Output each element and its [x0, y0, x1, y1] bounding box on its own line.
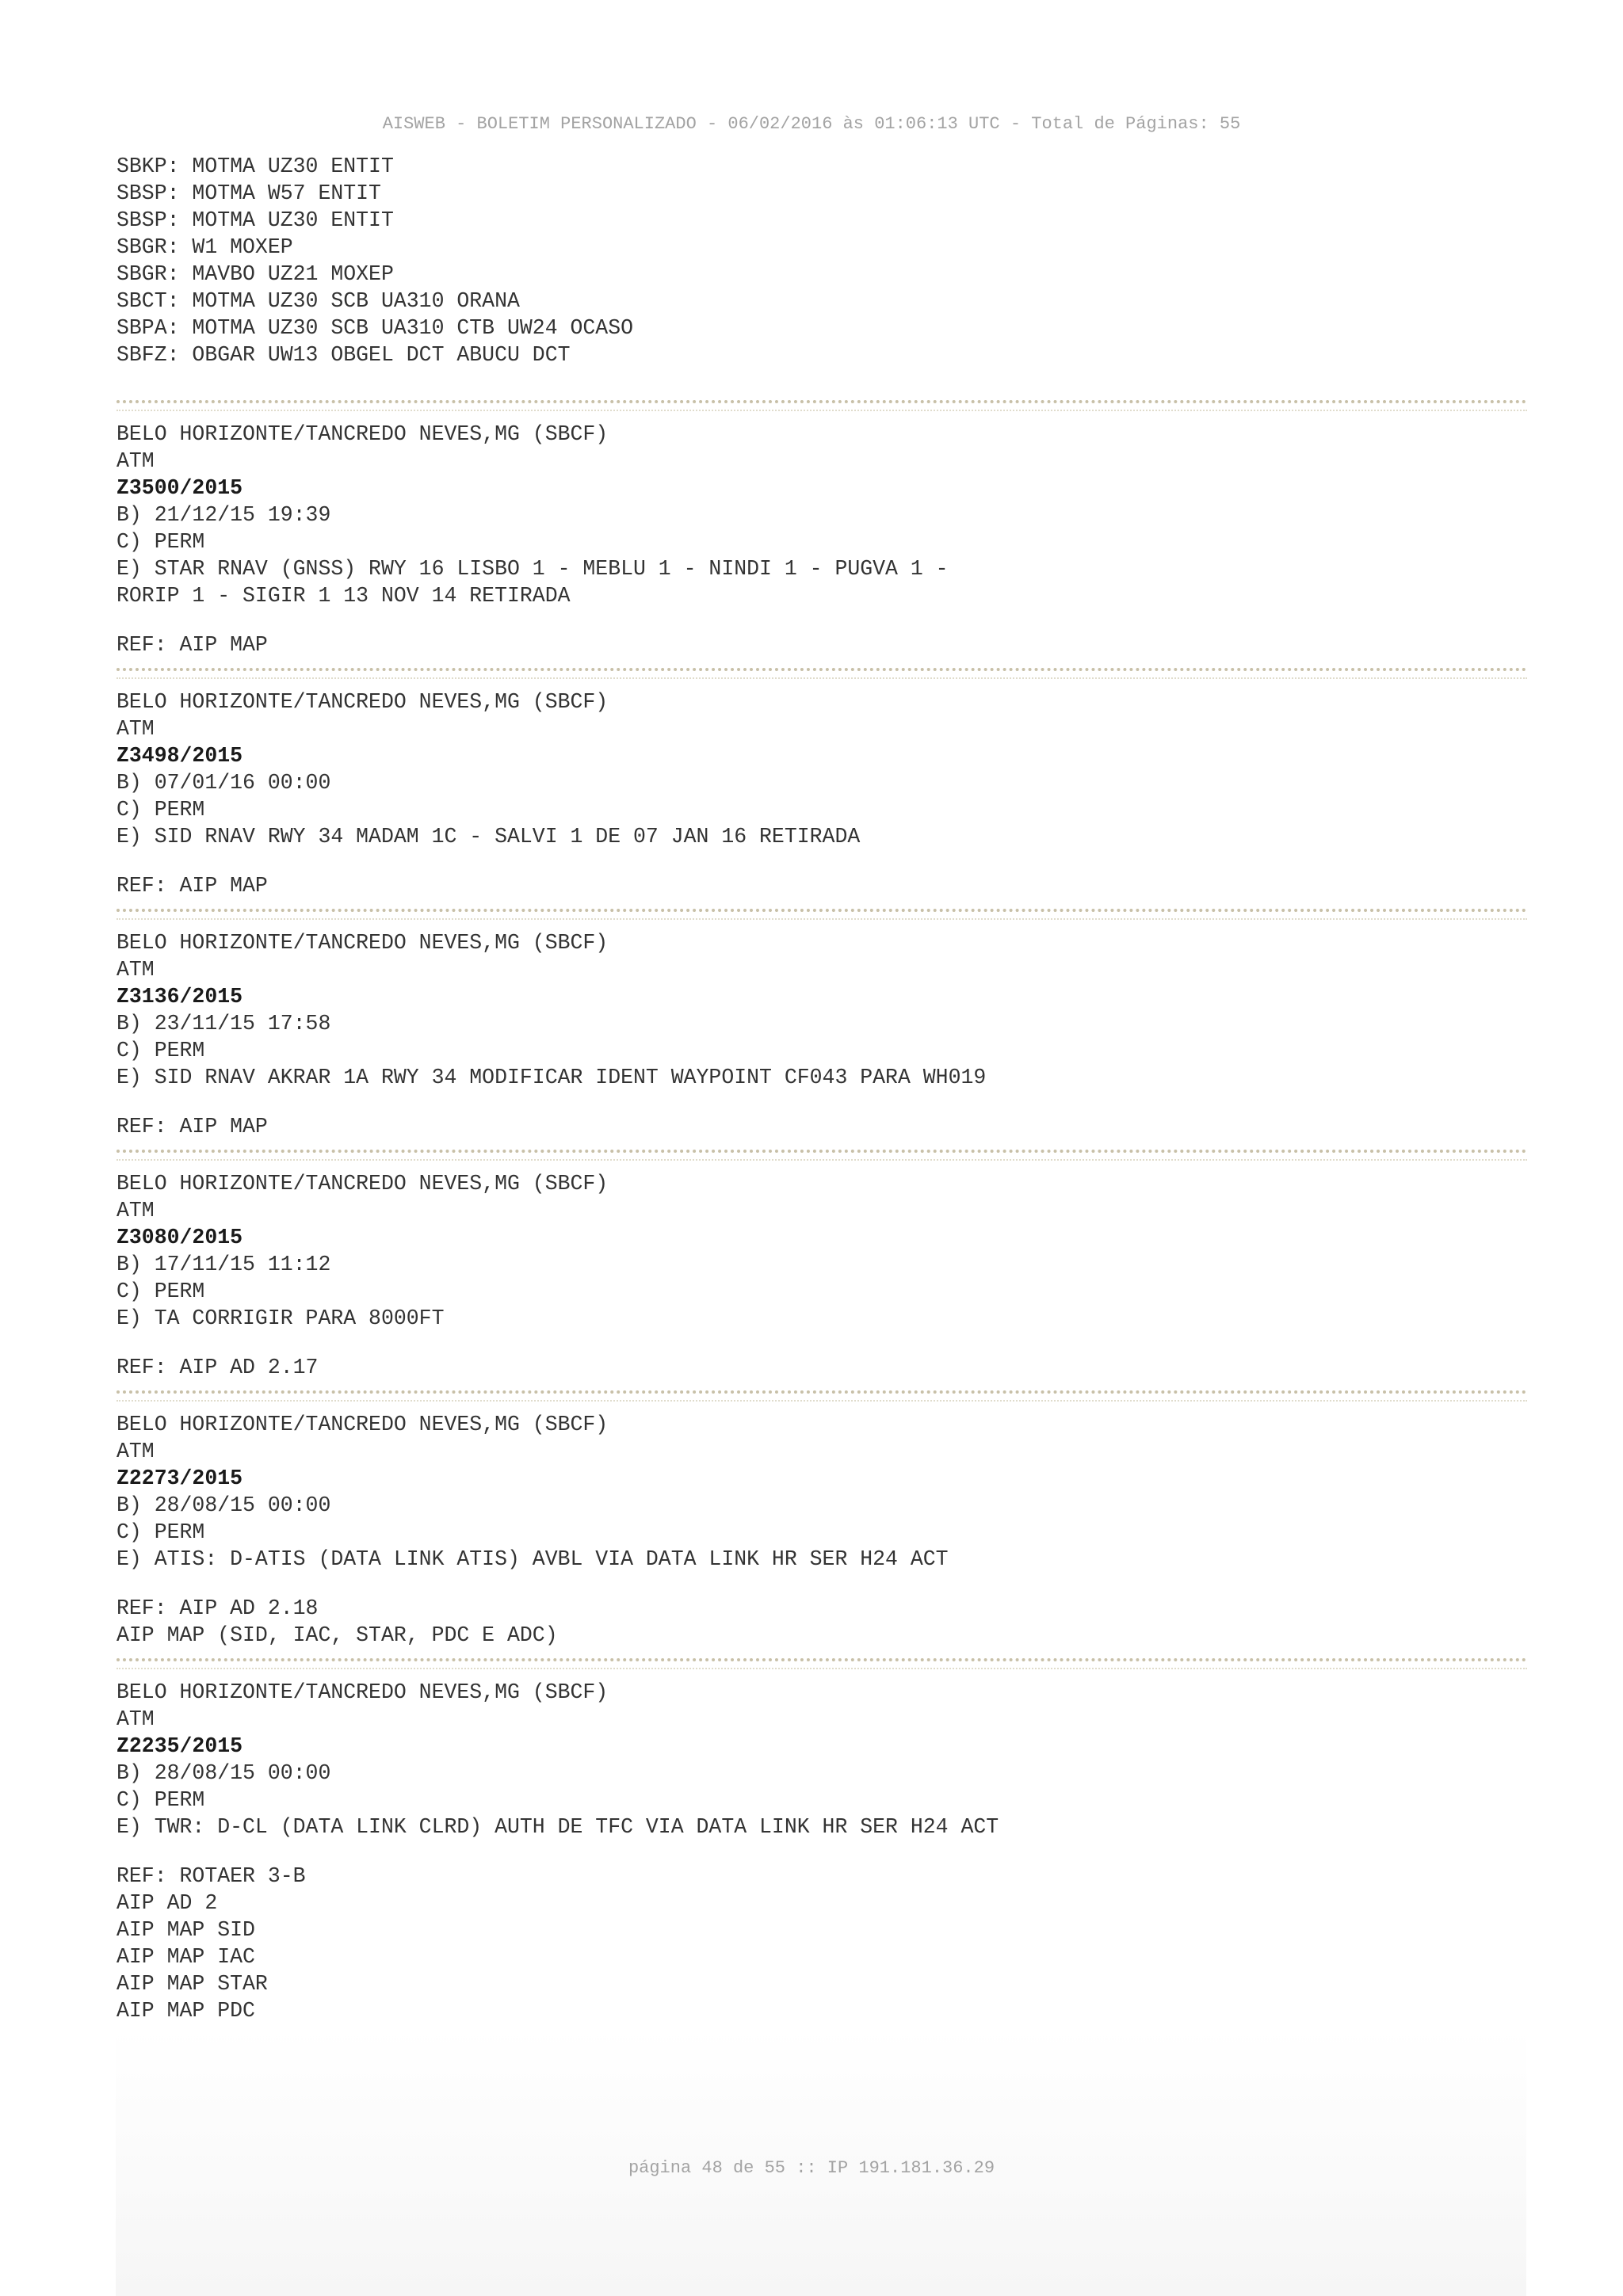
notam-category: ATM [116, 958, 155, 982]
notam-location: BELO HORIZONTE/TANCREDO NEVES,MG (SBCF) [116, 690, 609, 714]
route-line: SBFZ: OBGAR UW13 OBGEL DCT ABUCU DCT [116, 343, 571, 367]
notam-reference: REF: AIP MAP [116, 874, 268, 898]
notam-id: Z2235/2015 [116, 1734, 243, 1758]
notam-entry [116, 1170, 1527, 1381]
notam-reference: REF: AIP MAP [116, 1115, 268, 1138]
route-list [116, 153, 1527, 368]
spacer [116, 1091, 1527, 1113]
notam-id: Z3500/2015 [116, 476, 243, 500]
notam-text: E) STAR RNAV (GNSS) RWY 16 LISBO 1 - MEBLU 1 - NINDI 1 - PUGVA 1 - [116, 557, 949, 581]
notam-end: C) PERM [116, 1280, 205, 1303]
notam-reference: AIP MAP IAC [116, 1945, 255, 1969]
notam-start: B) 23/11/15 17:58 [116, 1012, 331, 1035]
notam-entry [116, 1411, 1527, 1649]
notam-reference: REF: ROTAER 3-B [116, 1864, 306, 1888]
notam-reference: REF: AIP AD 2.18 [116, 1596, 319, 1620]
notam-category: ATM [116, 717, 155, 741]
bulletin-content [116, 153, 1527, 2024]
notam-reference: AIP MAP (SID, IAC, STAR, PDC E ADC) [116, 1623, 558, 1647]
notam-text: E) TA CORRIGIR PARA 8000FT [116, 1306, 445, 1330]
notam-end: C) PERM [116, 1039, 205, 1062]
notam-text: RORIP 1 - SIGIR 1 13 NOV 14 RETIRADA [116, 584, 571, 608]
separator-line [116, 1390, 1527, 1402]
notam-end: C) PERM [116, 1788, 205, 1812]
notam-end: C) PERM [116, 530, 205, 554]
notam-entry [116, 1679, 1527, 2024]
notam-id: Z3136/2015 [116, 985, 243, 1009]
notam-category: ATM [116, 1199, 155, 1222]
notam-start: B) 17/11/15 11:12 [116, 1253, 331, 1276]
route-line: SBSP: MOTMA UZ30 ENTIT [116, 208, 394, 232]
spacer [116, 1573, 1527, 1595]
notam-text: E) ATIS: D-ATIS (DATA LINK ATIS) AVBL VIA DATA LINK HR SER H24 ACT [116, 1547, 949, 1571]
spacer [116, 1840, 1527, 1863]
route-line: SBPA: MOTMA UZ30 SCB UA310 CTB UW24 OCASO [116, 316, 634, 340]
notam-reference: AIP MAP STAR [116, 1972, 268, 1996]
notam-list [116, 400, 1527, 2024]
notam-location: BELO HORIZONTE/TANCREDO NEVES,MG (SBCF) [116, 1413, 609, 1436]
separator-line [116, 400, 1527, 411]
notam-location: BELO HORIZONTE/TANCREDO NEVES,MG (SBCF) [116, 931, 609, 955]
notam-text: E) SID RNAV AKRAR 1A RWY 34 MODIFICAR IDENT WAYPOINT CF043 PARA WH019 [116, 1066, 987, 1089]
notam-id: Z3498/2015 [116, 744, 243, 768]
notam-category: ATM [116, 449, 155, 473]
notam-start: B) 28/08/15 00:00 [116, 1761, 331, 1785]
notam-id: Z2273/2015 [116, 1466, 243, 1490]
notam-reference: AIP MAP SID [116, 1918, 255, 1942]
route-line: SBKP: MOTMA UZ30 ENTIT [116, 154, 394, 178]
notam-entry [116, 421, 1527, 658]
notam-start: B) 07/01/16 00:00 [116, 771, 331, 795]
notam-text: E) TWR: D-CL (DATA LINK CLRD) AUTH DE TFC VIA DATA LINK HR SER H24 ACT [116, 1815, 999, 1839]
notam-reference: AIP MAP PDC [116, 1999, 255, 2023]
route-line: SBCT: MOTMA UZ30 SCB UA310 ORANA [116, 289, 520, 313]
notam-reference: REF: AIP AD 2.17 [116, 1356, 319, 1379]
route-line: SBSP: MOTMA W57 ENTIT [116, 181, 381, 205]
notam-location: BELO HORIZONTE/TANCREDO NEVES,MG (SBCF) [116, 422, 609, 446]
spacer [116, 1332, 1527, 1354]
notam-category: ATM [116, 1440, 155, 1463]
spacer [116, 609, 1527, 631]
notam-id: Z3080/2015 [116, 1226, 243, 1249]
notam-entry [116, 929, 1527, 1140]
route-line: SBGR: MAVBO UZ21 MOXEP [116, 262, 394, 286]
notam-entry [116, 688, 1527, 899]
notam-end: C) PERM [116, 1520, 205, 1544]
page-header: AISWEB - BOLETIM PERSONALIZADO - 06/02/2016 às 01:06:13 UTC - Total de Páginas: 55 [382, 114, 1241, 134]
page-footer: página 48 de 55 :: IP 191.181.36.29 [628, 2158, 995, 2178]
notam-category: ATM [116, 1707, 155, 1731]
notam-end: C) PERM [116, 798, 205, 822]
notam-start: B) 28/08/15 00:00 [116, 1493, 331, 1517]
route-line: SBGR: W1 MOXEP [116, 235, 293, 259]
notam-location: BELO HORIZONTE/TANCREDO NEVES,MG (SBCF) [116, 1172, 609, 1196]
notam-text: E) SID RNAV RWY 34 MADAM 1C - SALVI 1 DE 07 JAN 16 RETIRADA [116, 825, 861, 849]
notam-location: BELO HORIZONTE/TANCREDO NEVES,MG (SBCF) [116, 1680, 609, 1704]
separator-line [116, 1658, 1527, 1669]
notam-reference: REF: AIP MAP [116, 633, 268, 657]
separator-line [116, 668, 1527, 679]
notam-start: B) 21/12/15 19:39 [116, 503, 331, 527]
separator-line [116, 1150, 1527, 1161]
spacer [116, 850, 1527, 872]
notam-reference: AIP AD 2 [116, 1891, 218, 1915]
separator-line [116, 909, 1527, 920]
